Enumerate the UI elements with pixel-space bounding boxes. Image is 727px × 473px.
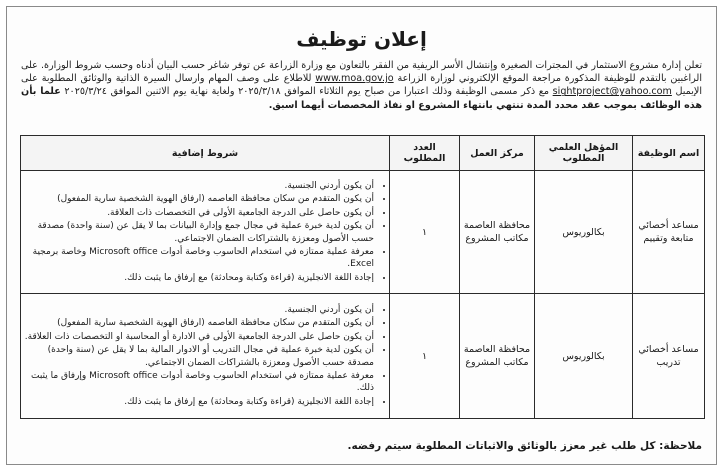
conditions-list bbox=[24, 304, 386, 408]
condition-item: • معرفة عملية ممتازه في استخدام الحاسوب وخاصة أدوات Microsoft office وإرفاق ما يثبت ذلك. bbox=[24, 370, 374, 395]
header-job-name: اسم الوظيفة bbox=[633, 136, 705, 171]
condition-item: • أن يكون لدية خبرة عملية في مجال التدريب أو الادوار المالية بما لا يقل عن (سنة واحدة) مصدقة حسب الأصول ومعززة بالشتراكات الضمان الاجتماعي. bbox=[24, 344, 374, 369]
jobs-table bbox=[20, 135, 705, 419]
conditions-cell bbox=[21, 294, 390, 419]
count-cell: ١ bbox=[390, 294, 460, 419]
condition-item: • أن يكون أردني الجنسية. bbox=[24, 180, 374, 192]
condition-item: • أن يكون حاصل على الدرجة الجامعية الأولى في الادارة أو المحاسبة او التخصصات ذات العلاقة. bbox=[24, 331, 374, 343]
job-name-cell: مساعد أخصائي تدريب bbox=[633, 294, 705, 419]
qualification-cell: بكالوريوس bbox=[535, 294, 633, 419]
count-cell: ١ bbox=[390, 171, 460, 294]
condition-item: • أن يكون المتقدم من سكان محافظة العاصمه (ارفاق الهوية الشخصية سارية المفعول) bbox=[24, 193, 374, 205]
contract-note: علما بأن هذه الوظائف بموجب عقد محدد المدة تنتهي بانتهاء المشروع او نفاذ المخصصات أيهما اسبق. bbox=[21, 86, 702, 111]
condition-item: • معرفة عملية ممتازه في استخدام الحاسوب وخاصة أدوات Microsoft office وخاصة برمجية Excel. bbox=[24, 246, 374, 271]
announcement-intro bbox=[21, 59, 702, 112]
table-header-row bbox=[21, 136, 705, 171]
intro-text-3: مع ذكر مسمى الوظيفة وذلك اعتبارا من صباح يوم الثلاثاء الموافق bbox=[284, 86, 550, 98]
moa-website-link[interactable]: www.moa.gov.jo bbox=[315, 73, 394, 85]
email-link[interactable]: sightproject@yahoo.com bbox=[552, 86, 672, 98]
announcement-title: إعلان توظيف bbox=[296, 27, 427, 51]
start-date: ٢٠٢٥/٣/١٨ bbox=[238, 86, 281, 98]
footer-note: ملاحظة: كل طلب غير معزز بالوثائق والاثباتات المطلوبة سيتم رفضه. bbox=[347, 440, 702, 452]
condition-item: • أن يكون أردني الجنسية. bbox=[24, 304, 374, 316]
table-row bbox=[21, 294, 705, 419]
announcement-page bbox=[6, 6, 717, 465]
intro-text-1: تعلن إدارة مشروع الاستثمار في المجترات الصغيرة وإنتشال الأسر الريفية من الفقر بالتعاون مع وزارة الزراعة عن توفر شاغر حسب البيان أدناه وحسب شروط الوزارة. على الراغبين بالتقدم للوظيفة المذكورة مراجعة الموقع الإلكتروني لوزارة الزراعة bbox=[21, 60, 702, 85]
job-name-cell: مساعد أخصائي متابعة وتقييم bbox=[633, 171, 705, 294]
work-center-cell: محافظة العاصمة مكاتب المشروع bbox=[460, 171, 535, 294]
end-date: ٢٠٢٥/٣/٢٤ bbox=[64, 86, 107, 98]
intro-text-2: للاطلاع على وصف المهام وارسال السيرة الذاتية والوثائق المطلوبة على الإيميل bbox=[21, 73, 703, 98]
condition-item: • إجادة اللغة الانجليزية (قراءة وكتابة ومحادثة) مع إرفاق ما يثبت ذلك. bbox=[24, 272, 374, 284]
condition-item: • أن يكون حاصل على الدرجة الجامعية الأولى في التخصصات ذات العلاقة. bbox=[24, 207, 374, 219]
work-center-cell: محافظة العاصمة مكاتب المشروع bbox=[460, 294, 535, 419]
header-qualification: المؤهل العلمي المطلوب bbox=[535, 136, 633, 171]
header-count: العدد المطلوب bbox=[390, 136, 460, 171]
table-row bbox=[21, 171, 705, 294]
header-conditions: شروط إضافية bbox=[21, 136, 390, 171]
condition-item: • إجادة اللغة الانجليزية (قراءة وكتابة ومحادثة) مع إرفاق ما يثبت ذلك. bbox=[24, 396, 374, 408]
condition-item: • أن يكون المتقدم من سكان محافظة العاصمه (ارفاق الهوية الشخصية سارية المفعول) bbox=[24, 317, 374, 329]
intro-text-4: ولغاية نهاية يوم الاثنين الموافق bbox=[110, 86, 235, 98]
conditions-list bbox=[24, 180, 386, 284]
header-work-center: مركز العمل bbox=[460, 136, 535, 171]
conditions-cell bbox=[21, 171, 390, 294]
qualification-cell: بكالوريوس bbox=[535, 171, 633, 294]
condition-item: • أن يكون لدية خبرة عملية في مجال جمع وإدارة البيانات بما لا يقل عن (سنة واحدة) مصدقة حسب الأصول ومعززة بالشتراكات الضمان الاجتماعي. bbox=[24, 220, 374, 245]
